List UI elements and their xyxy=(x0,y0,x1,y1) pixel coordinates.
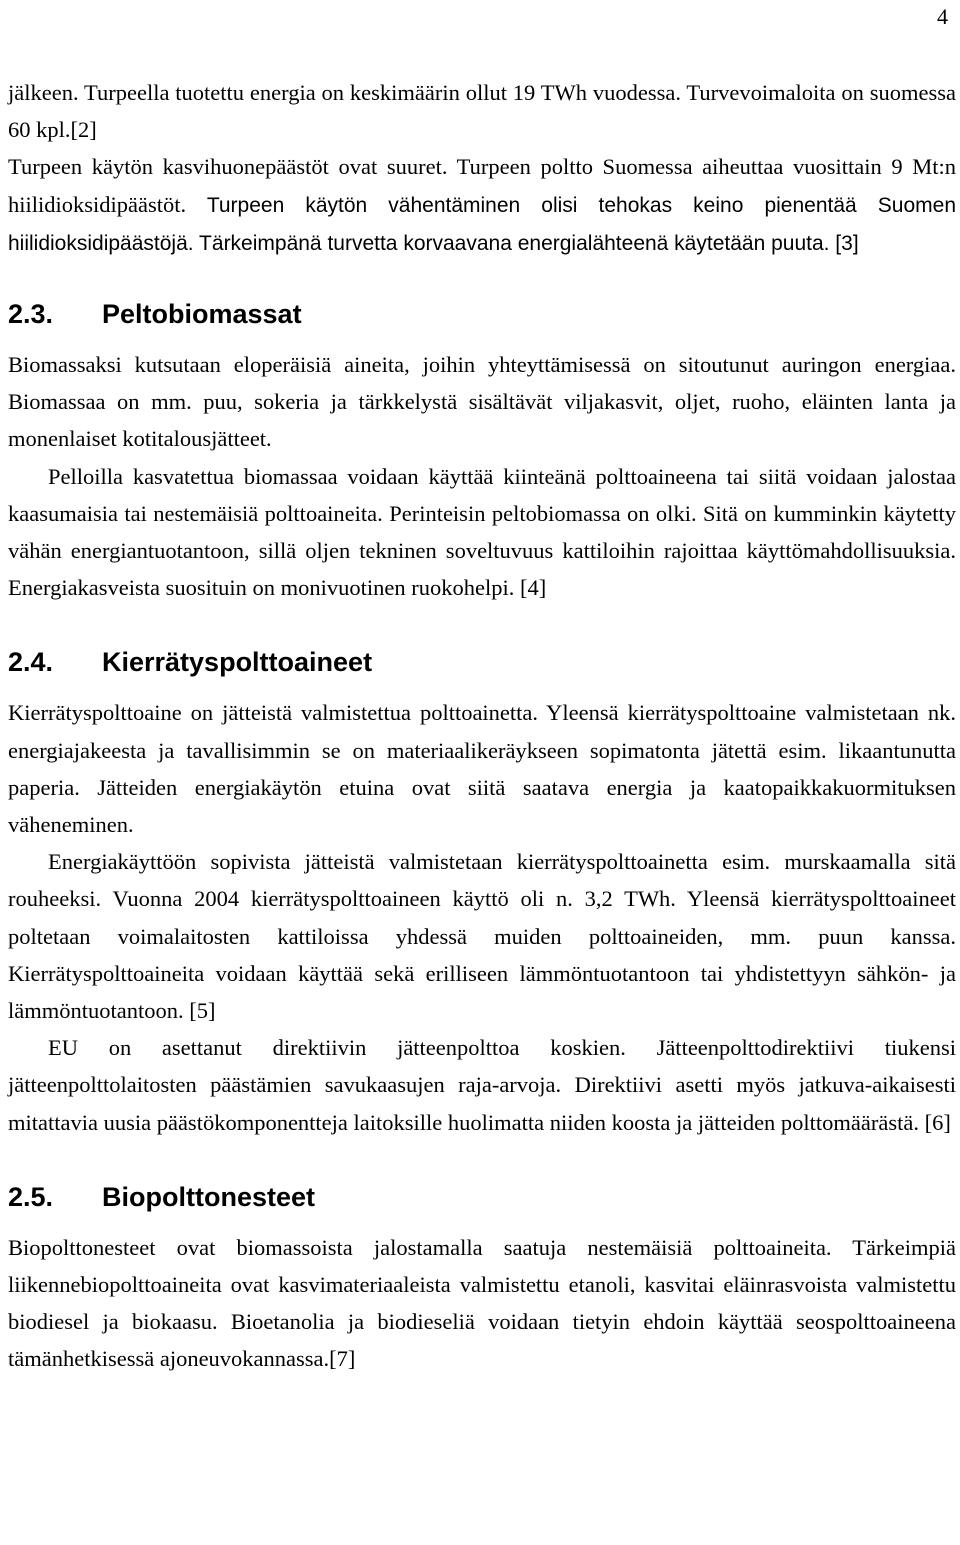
intro-paragraph-2 xyxy=(8,148,956,262)
peltobiomassat-paragraph-1: Biomassaksi kutsutaan eloperäisiä aineita, joihin yhteyttämisessä on sitoutunut auringon energiaa. Biomassaa on mm. puu, sokeria ja tärkkelystä sisältävät viljakasvit, oljet, ruoho, eläinten lanta ja monenlaiset kotitalousjätteet. xyxy=(8,352,956,452)
section-heading-biopolttonesteet xyxy=(8,1177,956,1217)
section-number: 2.5. xyxy=(8,1181,54,1212)
section-number: 2.3. xyxy=(8,299,54,330)
document-body xyxy=(8,74,956,1378)
section-title: Biopolttonesteet xyxy=(102,1181,315,1212)
intro-paragraph-1: jälkeen. Turpeella tuotettu energia on keskimäärin ollut 19 TWh vuodessa. Turvevoimaloita on suomessa 60 kpl.[2] xyxy=(8,80,956,143)
section-title: Peltobiomassat xyxy=(102,299,302,330)
intro-paragraph-2-sans: Turpeen käytön vähentäminen olisi tehokas keino pienentää Suomen hiilidioksidipäästöjä. Tärkeimpänä turvetta korvaavana energialähteenä käytetään puuta. [3] xyxy=(8,193,956,255)
section-number: 2.4. xyxy=(8,647,54,678)
section-heading-kierratyspolttoaineet xyxy=(8,642,956,682)
kierratyspolttoaineet-paragraph-3: EU on asettanut direktiivin jätteenpolttoa koskien. Jätteenpolttodirektiivi tiukensi jätteenpolttolaitosten päästämien savukaasujen raja-arvoja. Direktiivi asetti myös jatkuva-aikaisesti mitattavia uusia päästökomponentteja laitoksille huolimatta niiden koosta ja jätteiden polttomäärästä. [6] xyxy=(8,1035,956,1135)
kierratyspolttoaineet-paragraph-2: Energiakäyttöön sopivista jätteistä valmistetaan kierrätyspolttoainetta esim. murskaamalla sitä rouheeksi. Vuonna 2004 kierrätyspolttoaineen käyttö oli n. 3,2 TWh. Yleensä kierrätyspolttoaineet poltetaan voimalaitosten kattiloissa yhdessä muiden polttoaineiden, mm. puun kanssa. Kierrätyspolttoaineita voidaan käyttää sekä erilliseen lämmöntuotantoon tai yhdistettyyn sähkön- ja lämmöntuotantoon. [5] xyxy=(8,849,956,1024)
page-number: 4 xyxy=(937,4,948,29)
intro-paragraph-2-serif: Turpeen käytön kasvihuonepäästöt ovat suuret. Turpeen poltto Suomessa aiheuttaa vuosittain 9 Mt:n hiilidioksidipäästöt. xyxy=(8,154,956,217)
peltobiomassat-paragraph-2: Pelloilla kasvatettua biomassaa voidaan käyttää kiinteänä polttoaineena tai siitä voidaan jalostaa kaasumaisia tai nestemäisiä polttoaineita. Perinteisin peltobiomassa on olki. Sitä on kumminkin käytetty vähän energiantuotantoon, sillä oljen tekninen soveltuvuus kattiloihin rajoittaa käyttömahdollisuuksia. Energiakasveista suosituin on monivuotinen ruokohelpi. [4] xyxy=(8,463,956,601)
kierratyspolttoaineet-paragraph-1: Kierrätyspolttoaine on jätteistä valmistettua polttoainetta. Yleensä kierrätyspolttoaine valmistetaan nk. energiajakeesta ja tavallisimmin se on materiaalikeräykseen sopimatonta jätettä esim. likaantunutta paperia. Jätteiden energiakäytön etuina ovat siitä saatava energia ja kaatopaikkakuormituksen väheneminen. xyxy=(8,700,956,838)
section-heading-peltobiomassat xyxy=(8,294,956,334)
biopolttonesteet-paragraph-1: Biopolttonesteet ovat biomassoista jalostamalla saatuja nestemäisiä polttoaineita. Tärkeimpiä liikennebiopolttoaineita ovat kasvimateriaaleista valmistettu etanoli, kasvitai eläinrasvoista valmistettu biodiesel ja biokaasu. Bioetanolia ja biodieseliä voidaan tietyin ehdoin käyttää seospolttoaineena tämänhetkisessä ajoneuvokannassa.[7] xyxy=(8,1234,956,1372)
section-title: Kierrätyspolttoaineet xyxy=(102,647,373,678)
